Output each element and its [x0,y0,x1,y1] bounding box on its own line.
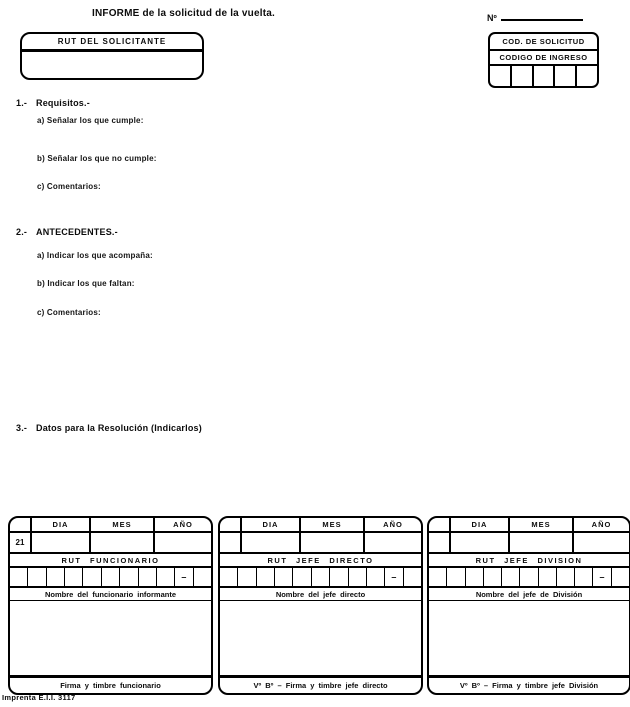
rut-digit-cell [257,568,275,586]
date-corner-cell [10,518,32,531]
rut-digit-cell [293,568,311,586]
rut-dash-cell: – [175,568,193,586]
form-code-cell [429,533,451,552]
rut-digit-cell [466,568,484,586]
rut-digit-cell [520,568,538,586]
codigo-cell [577,66,597,86]
signature-box-funcionario [8,516,213,695]
dia-cell [32,533,91,552]
ano-cell [155,533,211,552]
section-2-item-c: c) Comentarios: [37,308,101,317]
rut-check-digit-cell [404,568,421,586]
rut-digit-cell [157,568,175,586]
dia-cell [242,533,301,552]
date-value-row [429,533,629,554]
form-code-cell [220,533,242,552]
rut-digit-cell [349,568,367,586]
section-2-number: 2.- [16,227,28,237]
section-1-item-c: c) Comentarios: [37,182,101,191]
rut-jefe-directo-label: RUT JEFE DIRECTO [220,554,421,568]
rut-digit-cell [484,568,502,586]
section-2-heading [16,227,118,237]
rut-digit-cell [557,568,575,586]
rut-digit-cell [275,568,293,586]
rut-digit-cells [220,568,421,588]
date-header-row [220,518,421,533]
rut-solicitante-label: RUT DEL SOLICITANTE [22,34,202,52]
rut-digit-cell [139,568,157,586]
rut-dash-cell: – [385,568,403,586]
rut-digit-cell [102,568,120,586]
dia-cell [451,533,510,552]
form-number [487,9,583,23]
firma-jefe-directo-label: Vº Bº – Firma y timbre jefe directo [220,675,421,693]
cod-solicitud-label: COD. DE SOLICITUD [490,34,597,51]
section-3-heading [16,423,202,433]
mes-header: MES [301,518,365,531]
section-1-item-a: a) Señalar los que cumple: [37,116,144,125]
rut-solicitante-box [20,32,204,80]
form-code-cell: 21 [10,533,32,552]
mes-header: MES [510,518,574,531]
section-2-title: ANTECEDENTES.- [36,227,118,237]
rut-check-digit-cell [194,568,211,586]
rut-digit-cell [575,568,593,586]
codigo-cell [534,66,556,86]
codigo-ingreso-label: CODIGO DE INGRESO [490,51,597,66]
section-2-item-b: b) Indicar los que faltan: [37,279,135,288]
signature-area [220,601,421,675]
mes-cell [301,533,365,552]
form-number-line [501,9,583,21]
signature-area [10,601,211,675]
rut-digit-cell [65,568,83,586]
signature-area [429,601,629,675]
rut-digit-cell [10,568,28,586]
ano-header: AÑO [173,520,193,529]
date-corner-cell [429,518,451,531]
signature-box-jefe-directo [218,516,423,695]
rut-check-digit-cell [612,568,629,586]
rut-digit-cell [220,568,238,586]
date-corner-cell [220,518,242,531]
codigo-box [488,32,599,88]
rut-digit-cell [367,568,385,586]
mes-header: MES [91,518,155,531]
rut-digit-cells [429,568,629,588]
form-title: INFORME de la solicitud de la vuelta. [92,8,275,19]
section-3-title: Datos para la Resolución (Indicarlos) [36,423,202,433]
dia-header: DIA [32,518,91,531]
jefe-directo-name-label: Nombre del jefe directo [220,588,421,601]
ano-header: AÑO [591,520,612,529]
funcionario-name-label: Nombre del funcionario informante [10,588,211,601]
mes-cell [510,533,574,552]
section-1-title: Requisitos.- [36,98,90,108]
mes-cell [91,533,155,552]
rut-digit-cell [330,568,348,586]
ano-cell [365,533,421,552]
rut-digit-cell [312,568,330,586]
rut-dash-cell: – [593,568,611,586]
form-number-label: Nº [487,13,497,23]
rut-digit-cell [447,568,465,586]
rut-jefe-division-label: RUT JEFE DIVISION [429,554,629,568]
rut-digit-cell [28,568,46,586]
dia-header: DIA [242,518,301,531]
section-1-item-b: b) Señalar los que no cumple: [37,154,157,163]
section-1-number: 1.- [16,98,28,108]
firma-jefe-division-label: Vº Bº – Firma y timbre jefe División [429,675,629,693]
rut-digit-cells [10,568,211,588]
section-2-item-a: a) Indicar los que acompaña: [37,251,153,260]
rut-digit-cell [502,568,520,586]
dia-header: DIA [451,518,510,531]
rut-digit-cell [238,568,256,586]
date-header-row [10,518,211,533]
rut-digit-cell [83,568,101,586]
firma-funcionario-label: Firma y timbre funcionario [10,675,211,693]
section-3-number: 3.- [16,423,28,433]
jefe-division-name-label: Nombre del jefe de División [429,588,629,601]
ano-header: AÑO [383,520,403,529]
rut-digit-cell [429,568,447,586]
codigo-cell [555,66,577,86]
rut-digit-cell [539,568,557,586]
date-value-row [220,533,421,554]
codigo-cell [490,66,512,86]
rut-funcionario-label: RUT FUNCIONARIO [10,554,211,568]
ano-cell [574,533,629,552]
date-header-row [429,518,629,533]
date-value-row [10,533,211,554]
signature-box-jefe-division [427,516,630,695]
codigo-cell [512,66,534,86]
section-1-heading [16,98,90,108]
rut-digit-cell [47,568,65,586]
imprint-text: Imprenta E.I.I. 3117 [2,693,76,702]
codigo-ingreso-cells [490,66,597,86]
rut-digit-cell [120,568,138,586]
